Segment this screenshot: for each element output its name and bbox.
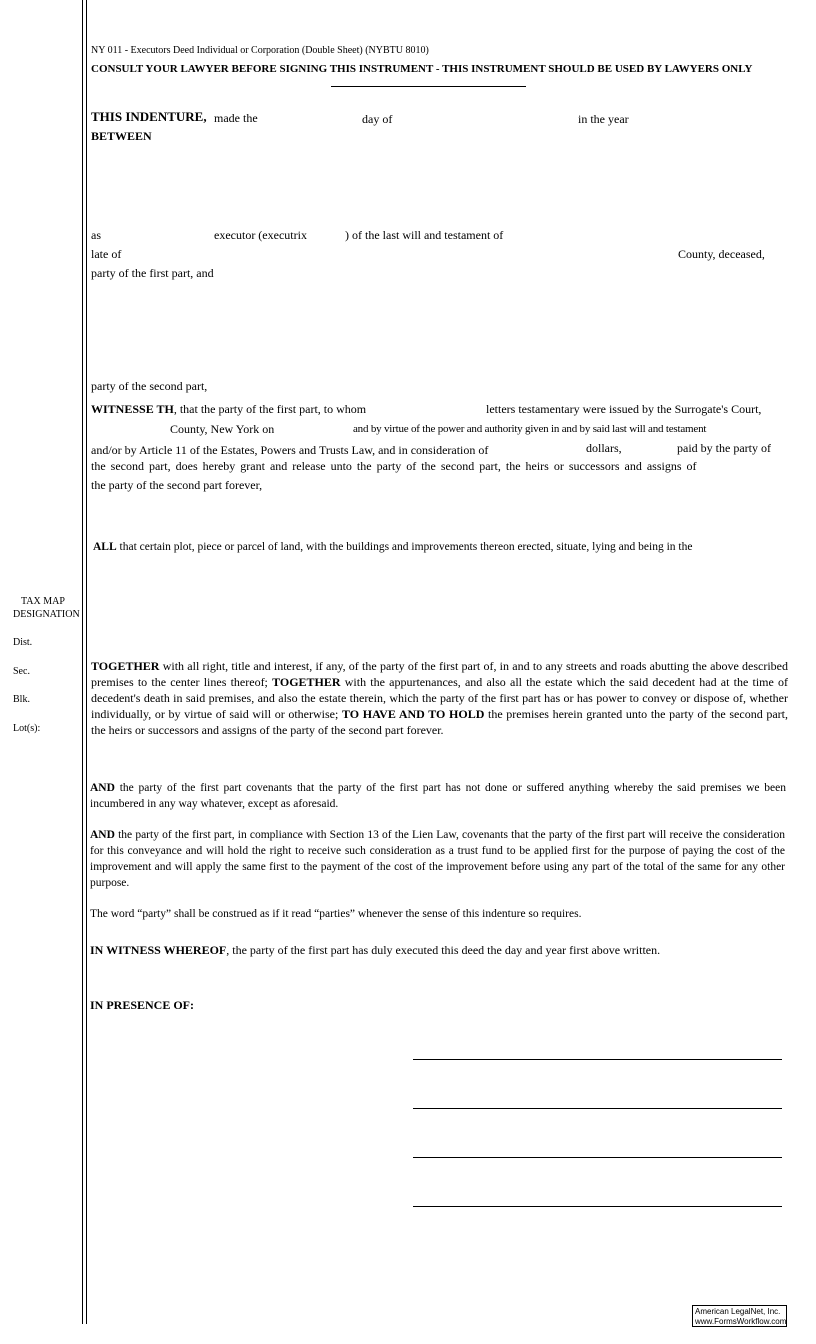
in-presence-label: IN PRESENCE OF: bbox=[90, 998, 195, 1012]
witnesseth-county: County, New York on bbox=[170, 422, 275, 436]
witnesseth-power: and by virtue of the power and authority given in and by said last will and testament bbox=[353, 423, 707, 435]
covenant-paragraph-2: AND the party of the first part, in compliance with Section 13 of the Lien Law, covenants that the party of the first part will receive the consideration for this conveyance and will hold the right to receive such consideration as a trust fund to be applied first for the purpose of paying the cost of the improvement and will apply the same first to the payment of the cost of the improvement before using any part of the total of the same for any other purpose. bbox=[90, 829, 785, 889]
header-rule bbox=[331, 86, 526, 87]
signature-line-1[interactable] bbox=[413, 1059, 782, 1060]
lawyer-warning: CONSULT YOUR LAWYER BEFORE SIGNING THIS INSTRUMENT - THIS INSTRUMENT SHOULD BE USED BY LAWYERS ONLY bbox=[91, 63, 753, 75]
in-witness-paragraph: IN WITNESS WHEREOF, the party of the first part has duly executed this deed the day and year first above written. bbox=[90, 943, 661, 957]
tax-map-blk: Blk. bbox=[13, 694, 30, 705]
as-label: as bbox=[91, 228, 101, 242]
footer-company: American LegalNet, Inc. bbox=[695, 1307, 781, 1316]
signature-line-3[interactable] bbox=[413, 1157, 782, 1158]
second-part-label: party of the second part, bbox=[91, 379, 208, 393]
tax-map-dist: Dist. bbox=[13, 637, 33, 648]
footer-website[interactable]: www.FormsWorkflow.com bbox=[695, 1317, 787, 1326]
party-word-paragraph: The word “party” shall be construed as if it read “parties” whenever the sense of this indenture so requires. bbox=[90, 908, 582, 920]
witnesseth-forever: the party of the second part forever, bbox=[91, 478, 263, 492]
day-of-label: day of bbox=[362, 112, 393, 126]
signature-line-2[interactable] bbox=[413, 1108, 782, 1109]
in-the-year-label: in the year bbox=[578, 112, 629, 126]
witnesseth-article: and/or by Article 11 of the Estates, Powers and Trusts Law, and in consideration of bbox=[91, 443, 489, 457]
together-paragraph: TOGETHER with all right, title and interest, if any, of the party of the first part of, in and to any streets and roads abutting the above described premises to the center lines thereof; TOGETHER with the appurtenances, and also all the estate which the said decedent had at the time of decedent's death in said premises, and also the estate therein, which the party of the first part has or has power to convey or dispose of, whether individually, or by virtue of said will or otherwise; TO HAVE AND TO HOLD the premises herein granted unto the party of the second part, the heirs or successors and assigns of the party of the second part forever. bbox=[91, 659, 788, 737]
margin-line-left bbox=[82, 0, 83, 1324]
footer-credit bbox=[692, 1305, 787, 1327]
tax-map-title-1: TAX MAP bbox=[21, 596, 65, 607]
signature-line-4[interactable] bbox=[413, 1206, 782, 1207]
witnesseth-paid: paid by the party of bbox=[677, 441, 771, 455]
tax-map-title-2: DESIGNATION bbox=[13, 609, 80, 620]
witnesseth-line1: WITNESSE TH, that the party of the first part, to whom bbox=[91, 402, 367, 416]
witnesseth-grant: the second part, does hereby grant and release unto the party of the second part, the heirs or successors and assigns of bbox=[91, 459, 697, 473]
last-will-label: ) of the last will and testament of bbox=[345, 228, 504, 242]
margin-line-right bbox=[86, 0, 87, 1324]
tax-map-lots: Lot(s): bbox=[13, 723, 41, 734]
form-id: NY 011 - Executors Deed Individual or Corporation (Double Sheet) (NYBTU 8010) bbox=[91, 45, 429, 56]
all-plot-paragraph: ALL that certain plot, piece or parcel of land, with the buildings and improvements thereon erected, situate, lying and being in the bbox=[93, 541, 693, 553]
made-the-label: made the bbox=[214, 111, 258, 125]
covenant-paragraph-1: AND the party of the first part covenants that the party of the first part has not done or suffered anything whereby the said premises we been incumbered in any way whatever, except as aforesaid. bbox=[90, 782, 786, 810]
witnesseth-dollars: dollars, bbox=[586, 441, 622, 455]
witnesseth-surrogate: letters testamentary were issued by the Surrogate's Court, bbox=[486, 402, 762, 416]
tax-map-sec: Sec. bbox=[13, 666, 30, 677]
executor-label: executor (executrix bbox=[214, 228, 307, 242]
county-deceased-label: County, deceased, bbox=[678, 247, 765, 261]
indenture-lead: THIS INDENTURE, bbox=[91, 109, 207, 124]
between-label: BETWEEN bbox=[91, 129, 152, 143]
first-part-label: party of the first part, and bbox=[91, 266, 214, 280]
late-of-label: late of bbox=[91, 247, 122, 261]
